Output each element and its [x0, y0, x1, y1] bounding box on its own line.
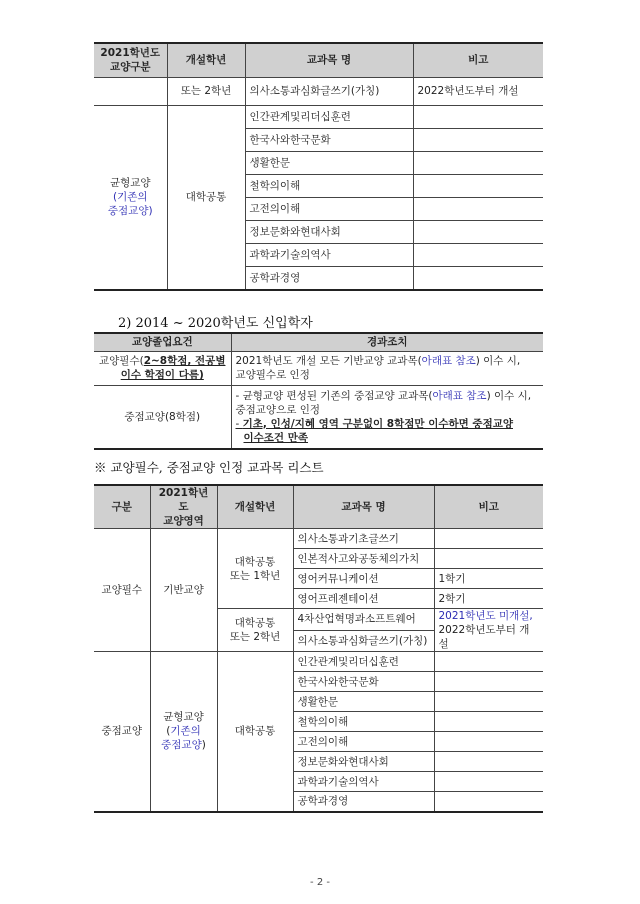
cell-remark: [434, 549, 543, 569]
header-remark: 비고: [413, 43, 543, 77]
cell-course: 한국사와한국문화: [293, 672, 434, 692]
cell-course: 한국사와한국문화: [245, 128, 413, 151]
header-area: 2021학년도 교양영역: [150, 485, 217, 529]
page-number: - 2 -: [310, 877, 330, 888]
cell-measure-required: 2021학년도 개설 모든 기반교양 교과목(아래표 참조) 이수 시, 교양필수로 인정: [231, 351, 543, 385]
cell-category-balanced: 균형교양 (기존의 중점교양): [94, 105, 167, 290]
header-division: 구분: [94, 485, 150, 529]
table-transition-measures: [94, 332, 543, 450]
header-course-name: 교과목 명: [293, 485, 434, 529]
list-note: ※ 교양필수, 중점교양 인정 교과목 리스트: [94, 460, 324, 475]
header-remark: 비고: [434, 485, 543, 529]
cell-course: 과학과기술의역사: [245, 243, 413, 266]
cell-course: 의사소통과심화글쓰기(가칭): [245, 77, 413, 105]
table-course-list-continued: [94, 42, 543, 291]
cell-remark: [434, 529, 543, 549]
cell-course: 고전의이해: [245, 197, 413, 220]
table-recognized-courses: [94, 484, 543, 813]
cell-grade-common: 대학공통: [217, 652, 293, 812]
cell-course: 고전의이해: [293, 732, 434, 752]
cell-course: 영어커뮤니케이션: [293, 569, 434, 589]
cell-division-focus: 중점교양: [94, 652, 150, 812]
header-grade: 개설학년: [167, 43, 245, 77]
section-title: 2) 2014 ~ 2020학년도 신입학자: [118, 316, 313, 331]
cell-course: 공학과경영: [293, 792, 434, 812]
cell-course: 인간관계및리더십훈련: [293, 652, 434, 672]
cell-course: 의사소통과심화글쓰기(가칭): [293, 630, 434, 652]
cell-requirement-required: 교양필수(2~8학점, 전공별 이수 학점이 다름): [94, 351, 231, 385]
cell-measure-focus: - 균형교양 편성된 기존의 중점교양 교과목(아래표 참조) 이수 시, 중점교양으로 인정 - 기초, 인성/지혜 영역 구분없이 8학점만 이수하면 중점교양 이수조건 만족: [231, 385, 543, 449]
cell-empty: [94, 77, 167, 105]
cell-course: 4차산업혁명과소프트웨어: [293, 609, 434, 631]
cell-course: 철학의이해: [245, 174, 413, 197]
cell-remark: 1학기: [434, 569, 543, 589]
cell-course: 인본적사고와공동체의가치: [293, 549, 434, 569]
cell-remark: 2학기: [434, 589, 543, 609]
cell-course: 영어프레젠테이션: [293, 589, 434, 609]
header-measure: 경과조치: [231, 333, 543, 351]
header-category: 2021학년도 교양구분: [94, 43, 167, 77]
cell-grade-common: 대학공통: [167, 105, 245, 290]
cell-remark-not-offered: 2021학년도 미개설, 2022학년도부터 개설: [434, 609, 543, 652]
cell-course: 공학과경영: [245, 266, 413, 290]
cell-course: 정보문화와현대사회: [293, 752, 434, 772]
cell-area-balanced: 균형교양 (기존의 중점교양): [150, 652, 217, 812]
cell-course: 과학과기술의역사: [293, 772, 434, 792]
cell-course: 의사소통과기초글쓰기: [293, 529, 434, 549]
header-requirement: 교양졸업요건: [94, 333, 231, 351]
cell-grade: 또는 2학년: [167, 77, 245, 105]
cell-grade-year1: 대학공통 또는 1학년: [217, 529, 293, 609]
cell-course: 생활한문: [245, 151, 413, 174]
cell-remark: 2022학년도부터 개설: [413, 77, 543, 105]
cell-grade-year2: 대학공통 또는 2학년: [217, 609, 293, 652]
see-below-link: 아래표 참조: [421, 355, 476, 367]
header-course-name: 교과목 명: [245, 43, 413, 77]
cell-area-foundation: 기반교양: [150, 529, 217, 652]
cell-course: 생활한문: [293, 692, 434, 712]
see-below-link: 아래표 참조: [432, 389, 487, 402]
cell-course: 정보문화와현대사회: [245, 220, 413, 243]
cell-division-required: 교양필수: [94, 529, 150, 652]
cell-course: 철학의이해: [293, 712, 434, 732]
header-grade: 개설학년: [217, 485, 293, 529]
cell-requirement-focus: 중점교양(8학점): [94, 385, 231, 449]
cell-course: 인간관계및리더십훈련: [245, 105, 413, 128]
